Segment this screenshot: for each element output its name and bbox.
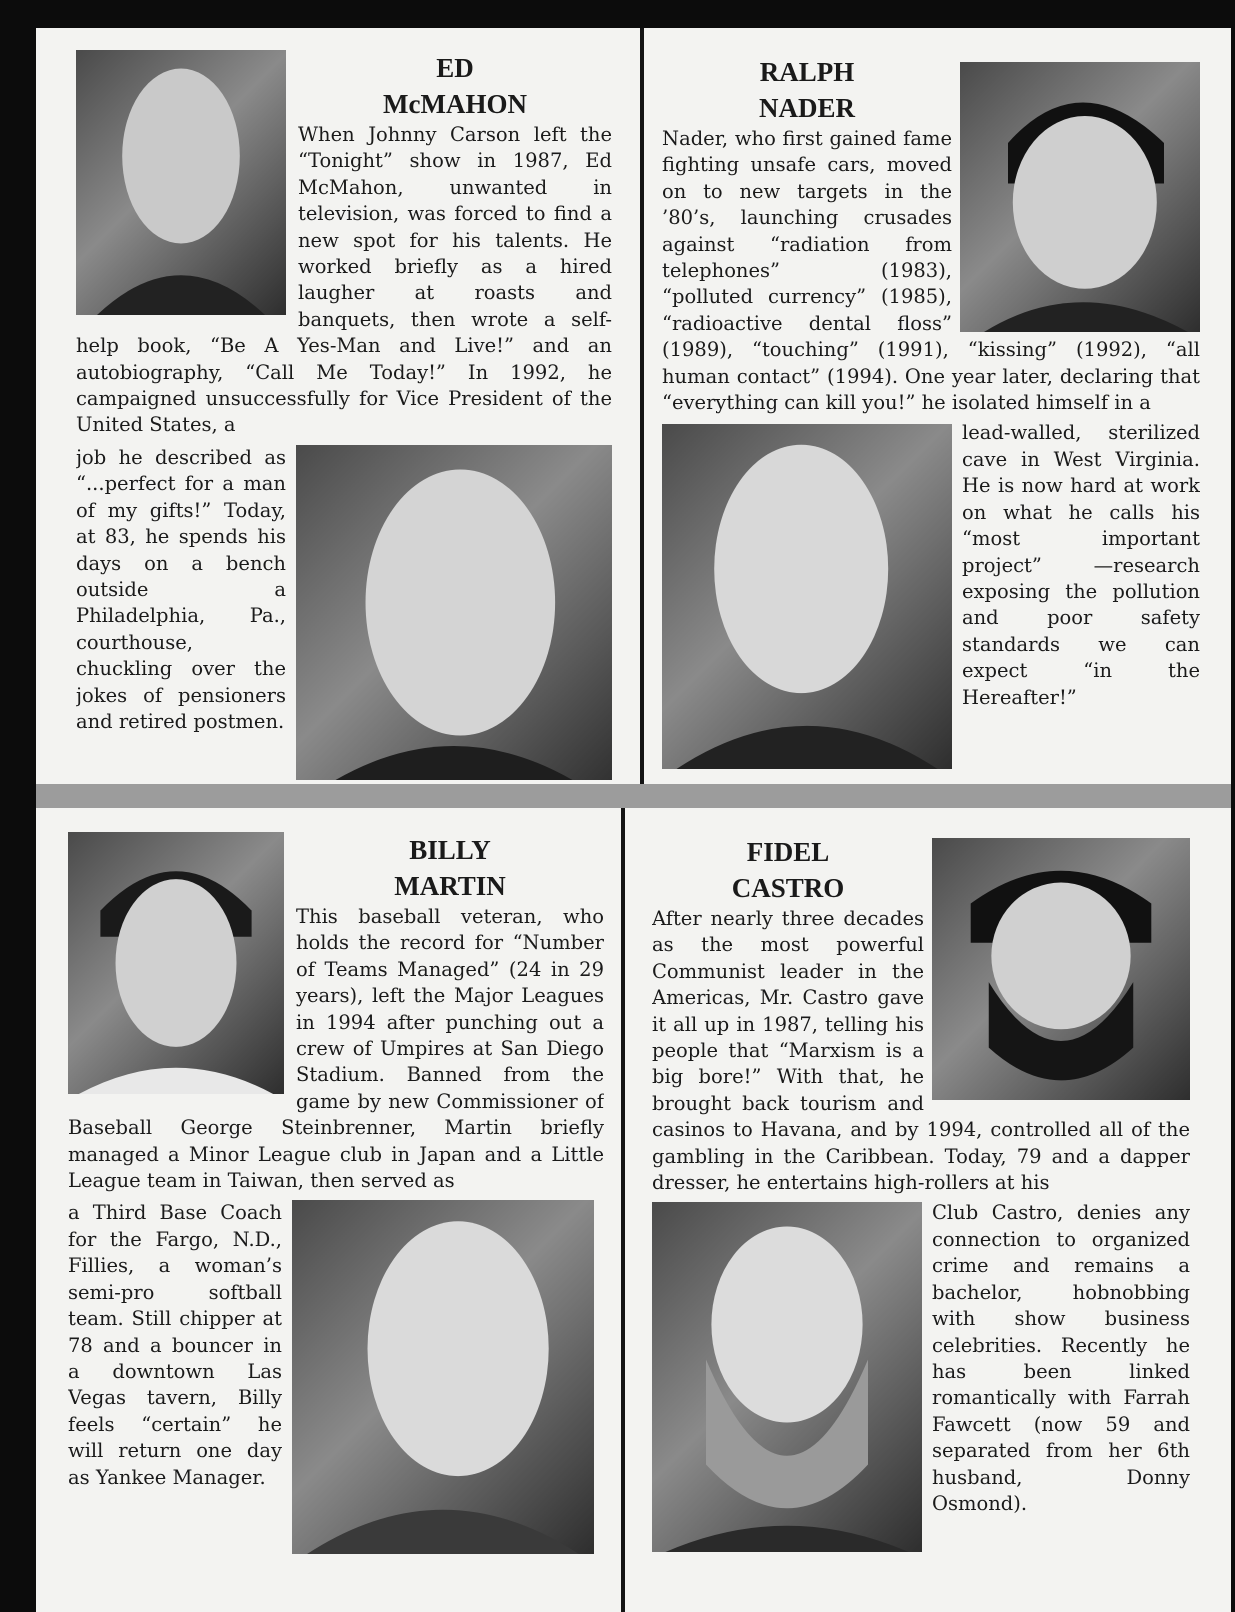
story-text-bottom: job he described as “...perfect for a man of my gifts!” Today, at 83, he spends his days on a bench outside a Philadelphia, Pa., courthouse, chuckling over the jokes of pensioners and retired postmen. [76,445,286,733]
story-text-top: This baseball veteran, who holds the record for “Number of Teams Managed” (24 in 29 years), left the Major Leagues in 1994 after punching out a crew of Umpires at San Diego Stadium. Banned from the game by new Commissioner of Baseball George Steinbrenner, Martin briefly managed a Minor League club in Japan and a Little League team in Taiwan, then served as [68,905,604,1193]
story-text-bottom: lead-walled, sterilized cave in West Virginia. He is now hard at work on what he calls his “most important project” —research exposing the pollution and poor safety standards we can expect “in the Hereafter!” [962,421,1200,709]
story-title: BILLY MARTIN [394,835,506,901]
story-ed-mcmahon [76,50,612,780]
ralph-nader-young-photo [960,62,1200,332]
story-title: ED McMAHON [383,53,527,119]
ed-mcmahon-old-photo [296,445,612,780]
fidel-castro-old-photo [652,1202,922,1552]
story-text-bottom: a Third Base Coach for the Fargo, N.D., Fillies, a woman’s semi-pro softball team. Still chipper at 78 and a bouncer in a downtown Las Vegas tavern, Billy feels “certain” he will return one day as Yankee Manager. [68,1201,282,1489]
story-title: FIDEL CASTRO [731,837,845,903]
story-text-top: When Johnny Carson left the “Tonight” show in 1987, Ed McMahon, unwanted in television, was forced to find a new spot for his talents. He worked briefly as a hired laugher at roasts and banquets, then wrote a self-help book, “Be A Yes-Man and Live!” and an autobiography, “Call Me Today!” In 1992, he campaigned unsuccessfully for Vice President of the United States, a [76,123,612,437]
fidel-castro-young-photo [932,838,1190,1100]
story-ralph-nader [662,54,1200,784]
story-billy-martin [68,832,604,1612]
story-fidel-castro [652,834,1190,1612]
story-title: RALPH NADER [758,57,855,123]
billy-martin-young-photo [68,832,284,1094]
story-text-top: After nearly three decades as the most powerful Communist leader in the Americas, Mr. Castro gave it all up in 1987, telling his people that “Marxism is a big bore!” With that, he brought back tourism and casinos to Havana, and by 1994, controlled all of the gambling in the Caribbean. Today, 79 and a dapper dresser, he entertains high-rollers at his [652,907,1190,1195]
column-divider-bottom [621,808,625,1612]
story-text-bottom: Club Castro, denies any connection to organized crime and remains a bachelor, hobnobbing with show business celebrities. Recently he has been linked romantically with Farrah Fawcett (now 59 and separated from her 6th husband, Donny Osmond). [932,1201,1190,1515]
column-divider-top [640,28,644,784]
ralph-nader-old-photo [662,424,952,769]
billy-martin-old-photo [292,1200,594,1554]
section-divider-band [36,784,1231,808]
story-text-top: Nader, who first gained fame fighting unsafe cars, moved on to new targets in the ’80’s, launching crusades against “radiation from telephones” (1983), “polluted currency” (1985), “radioactive dental floss” (1989), “touching” (1991), “kissing” (1992), “all human contact” (1994). One year later, declaring that “everything can kill you!” he isolated himself in a [662,127,1200,415]
ed-mcmahon-young-photo [76,50,286,315]
